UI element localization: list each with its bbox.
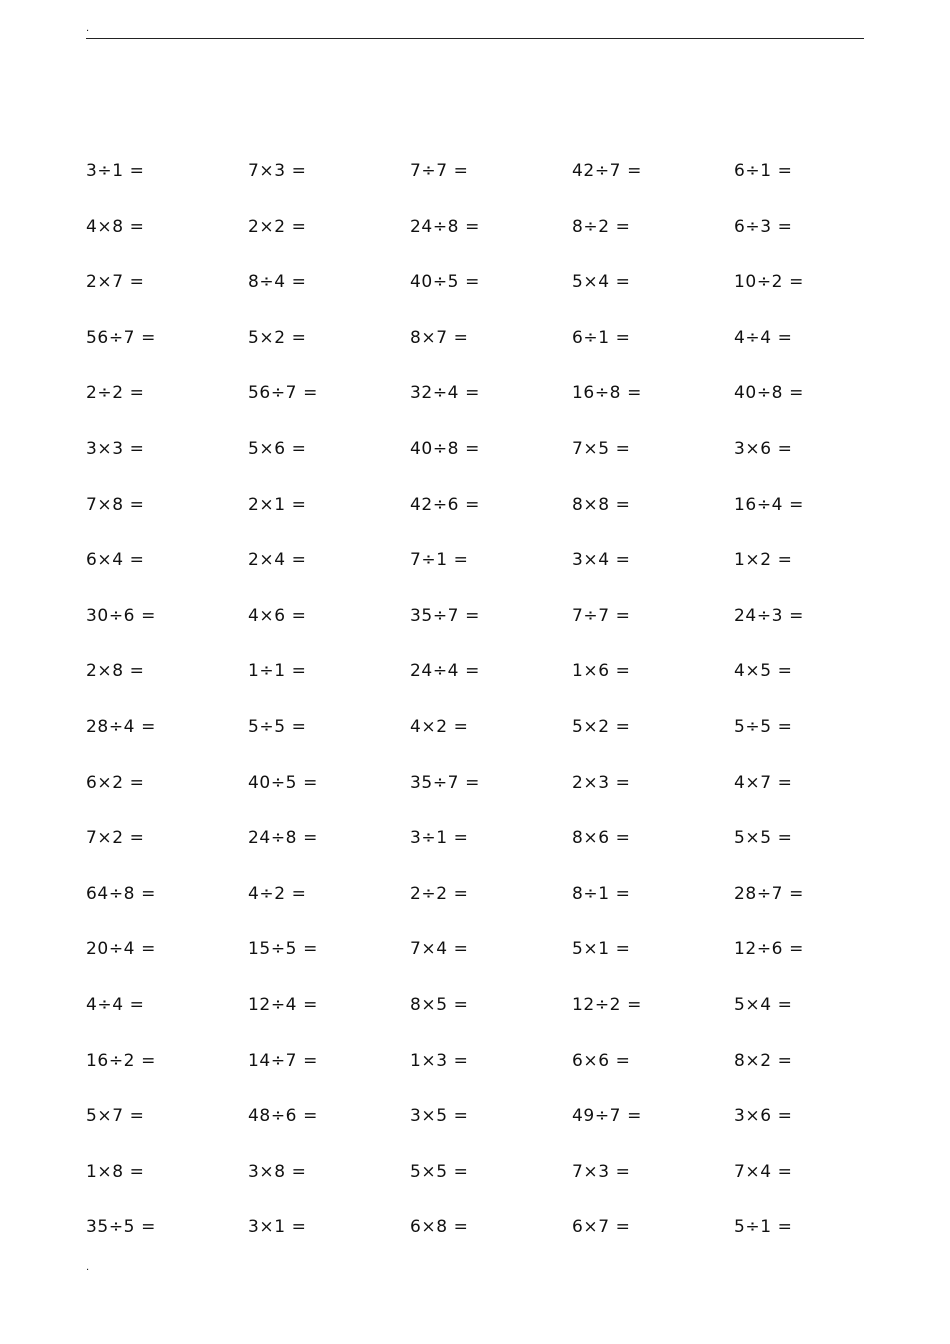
math-problem: 7÷1 =: [410, 550, 469, 571]
problem-row: [86, 715, 896, 771]
math-problem: 28÷4 =: [86, 716, 156, 737]
header-mark: .: [86, 23, 90, 34]
problem-row: [86, 1104, 896, 1160]
math-problem: 3×3 =: [86, 438, 145, 459]
math-problem: 3÷1 =: [86, 161, 145, 181]
math-problem: 5×5 =: [734, 828, 793, 849]
math-problem: 5×6 =: [248, 438, 307, 459]
problem-row: [86, 604, 896, 660]
math-problem: 28÷7 =: [734, 883, 804, 904]
math-problem: 40÷5 =: [410, 272, 480, 293]
math-problem: 1×6 =: [572, 661, 631, 682]
math-problem: 16÷8 =: [572, 383, 642, 404]
math-problem: 4×2 =: [410, 716, 469, 737]
math-problem: 12÷2 =: [572, 994, 642, 1015]
math-problem: 42÷7 =: [572, 161, 642, 181]
math-problem: 5×2 =: [572, 716, 631, 737]
math-problem: 3×6 =: [734, 1106, 793, 1127]
problem-grid: [86, 159, 896, 1271]
math-problem: 6×6 =: [572, 1050, 631, 1071]
footer-mark: .: [86, 1262, 90, 1273]
problem-row: [86, 826, 896, 882]
math-problem: 5×4 =: [734, 994, 793, 1015]
math-problem: 40÷8 =: [410, 438, 480, 459]
math-problem: 1÷1 =: [248, 661, 307, 682]
math-problem: 3×8 =: [248, 1161, 307, 1182]
math-problem: 7×3 =: [572, 1161, 631, 1182]
math-problem: 7×8 =: [86, 494, 145, 515]
math-problem: 4×5 =: [734, 661, 793, 682]
math-problem: 3÷1 =: [410, 828, 469, 849]
problem-row: [86, 548, 896, 604]
math-problem: 1×3 =: [410, 1050, 469, 1071]
math-problem: 5÷5 =: [248, 716, 307, 737]
problem-row: [86, 993, 896, 1049]
math-problem: 56÷7 =: [248, 383, 318, 404]
math-problem: 2×8 =: [86, 661, 145, 682]
math-problem: 8×8 =: [572, 494, 631, 515]
math-problem: 7×5 =: [572, 438, 631, 459]
math-problem: 30÷6 =: [86, 605, 156, 626]
math-problem: 8×5 =: [410, 994, 469, 1015]
problem-row: [86, 1049, 896, 1105]
math-problem: 20÷4 =: [86, 939, 156, 960]
problem-row: [86, 882, 896, 938]
problem-row: [86, 771, 896, 827]
math-problem: 3×1 =: [248, 1217, 307, 1238]
math-problem: 5×4 =: [572, 272, 631, 293]
problem-row: [86, 437, 896, 493]
math-problem: 6÷1 =: [734, 161, 793, 181]
math-problem: 7÷7 =: [410, 161, 469, 181]
math-problem: 2×3 =: [572, 772, 631, 793]
math-problem: 3×4 =: [572, 550, 631, 571]
math-problem: 8÷1 =: [572, 883, 631, 904]
math-problem: 64÷8 =: [86, 883, 156, 904]
math-problem: 32÷4 =: [410, 383, 480, 404]
math-problem: 4÷2 =: [248, 883, 307, 904]
problem-row: [86, 159, 896, 215]
math-problem: 7×4 =: [410, 939, 469, 960]
math-problem: 2÷2 =: [410, 883, 469, 904]
math-problem: 8×7 =: [410, 327, 469, 348]
math-problem: 35÷7 =: [410, 605, 480, 626]
math-problem: 24÷8 =: [410, 216, 480, 237]
math-problem: 5×7 =: [86, 1106, 145, 1127]
math-problem: 40÷5 =: [248, 772, 318, 793]
math-problem: 5×2 =: [248, 327, 307, 348]
math-problem: 5×5 =: [410, 1161, 469, 1182]
math-problem: 4×8 =: [86, 216, 145, 237]
math-problem: 8×2 =: [734, 1050, 793, 1071]
math-problem: 4×6 =: [248, 605, 307, 626]
math-problem: 2÷2 =: [86, 383, 145, 404]
math-problem: 2×2 =: [248, 216, 307, 237]
math-problem: 49÷7 =: [572, 1106, 642, 1127]
math-problem: 6÷3 =: [734, 216, 793, 237]
math-problem: 35÷7 =: [410, 772, 480, 793]
problem-row: [86, 1215, 896, 1271]
math-problem: 4×7 =: [734, 772, 793, 793]
math-problem: 6×7 =: [572, 1217, 631, 1238]
math-problem: 6×2 =: [86, 772, 145, 793]
problem-row: [86, 270, 896, 326]
problem-row: [86, 215, 896, 271]
math-problem: 42÷6 =: [410, 494, 480, 515]
math-problem: 24÷4 =: [410, 661, 480, 682]
problem-row: [86, 381, 896, 437]
math-problem: 8÷2 =: [572, 216, 631, 237]
math-problem: 5÷5 =: [734, 716, 793, 737]
math-problem: 35÷5 =: [86, 1217, 156, 1238]
math-problem: 4÷4 =: [734, 327, 793, 348]
math-problem: 12÷4 =: [248, 994, 318, 1015]
math-problem: 8÷4 =: [248, 272, 307, 293]
problem-row: [86, 326, 896, 382]
math-problem: 1×8 =: [86, 1161, 145, 1182]
math-problem: 4÷4 =: [86, 994, 145, 1015]
math-problem: 6×8 =: [410, 1217, 469, 1238]
math-problem: 10÷2 =: [734, 272, 804, 293]
math-problem: 2×7 =: [86, 272, 145, 293]
problem-row: [86, 659, 896, 715]
math-problem: 2×4 =: [248, 550, 307, 571]
math-problem: 24÷8 =: [248, 828, 318, 849]
math-problem: 14÷7 =: [248, 1050, 318, 1071]
math-problem: 3×6 =: [734, 438, 793, 459]
math-problem: 7×3 =: [248, 161, 307, 181]
math-problem: 2×1 =: [248, 494, 307, 515]
math-problem: 16÷2 =: [86, 1050, 156, 1071]
math-problem: 7×4 =: [734, 1161, 793, 1182]
problem-row: [86, 937, 896, 993]
math-problem: 6÷1 =: [572, 327, 631, 348]
math-problem: 6×4 =: [86, 550, 145, 571]
math-problem: 40÷8 =: [734, 383, 804, 404]
math-problem: 1×2 =: [734, 550, 793, 571]
problem-row: [86, 493, 896, 549]
problem-row: [86, 1160, 896, 1216]
math-problem: 3×5 =: [410, 1106, 469, 1127]
header-rule: [86, 38, 864, 39]
math-problem: 16÷4 =: [734, 494, 804, 515]
math-problem: 7×2 =: [86, 828, 145, 849]
math-problem: 48÷6 =: [248, 1106, 318, 1127]
math-problem: 12÷6 =: [734, 939, 804, 960]
math-problem: 15÷5 =: [248, 939, 318, 960]
math-problem: 24÷3 =: [734, 605, 804, 626]
math-problem: 7÷7 =: [572, 605, 631, 626]
math-problem: 8×6 =: [572, 828, 631, 849]
math-problem: 5×1 =: [572, 939, 631, 960]
math-problem: 5÷1 =: [734, 1217, 793, 1238]
math-problem: 56÷7 =: [86, 327, 156, 348]
